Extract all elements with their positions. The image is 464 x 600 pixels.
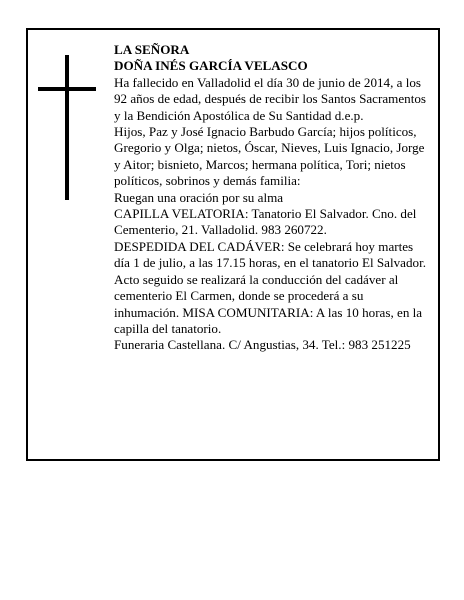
death-announcement: Ha fallecido en Valladolid el día 30 de junio de 2014, a los 92 años de edad, después de recibir los Santos Sacramentos y la Bendición Apostólica de Su Santidad d.e.p. <box>114 74 426 123</box>
notice-body <box>114 42 426 354</box>
prayer-request: Ruegan una oración por su alma <box>114 189 284 205</box>
funeral-home-info: Funeraria Castellana. C/ Angustias, 34. Tel.: 983 251225 <box>114 337 411 353</box>
cross-horizontal-bar <box>38 87 96 91</box>
family-list: Hijos, Paz y José Ignacio Barbudo García; hijos políticos, Gregorio y Olga; nietos, Óscar, Nieves, Luis Ignacio, Jorge y Aitor; bisnieto, Marcos; hermana política, Tori; nietos políticos, sobrinos y demás familia: <box>114 124 425 189</box>
deceased-name: DOÑA INÉS GARCÍA VELASCO <box>114 58 308 74</box>
latin-cross-icon <box>38 55 96 200</box>
cross-vertical-bar <box>65 55 69 200</box>
honorific: LA SEÑORA <box>114 42 190 57</box>
obituary-notice <box>26 28 440 461</box>
farewell-info: DESPEDIDA DEL CADÁVER: Se celebrará hoy martes día 1 de julio, a las 17.15 horas, en el tanatorio El Salvador. Acto seguido se realizará la conducción del cadáver al cementerio El Carmen, donde se procederá a su inhumación. MISA COMUNITARIA: A las 10 horas, en la capilla del tanatorio. <box>114 238 426 336</box>
chapel-info: CAPILLA VELATORIA: Tanatorio El Salvador. Cno. del Cementerio, 21. Valladolid. 983 260722. <box>114 206 417 238</box>
